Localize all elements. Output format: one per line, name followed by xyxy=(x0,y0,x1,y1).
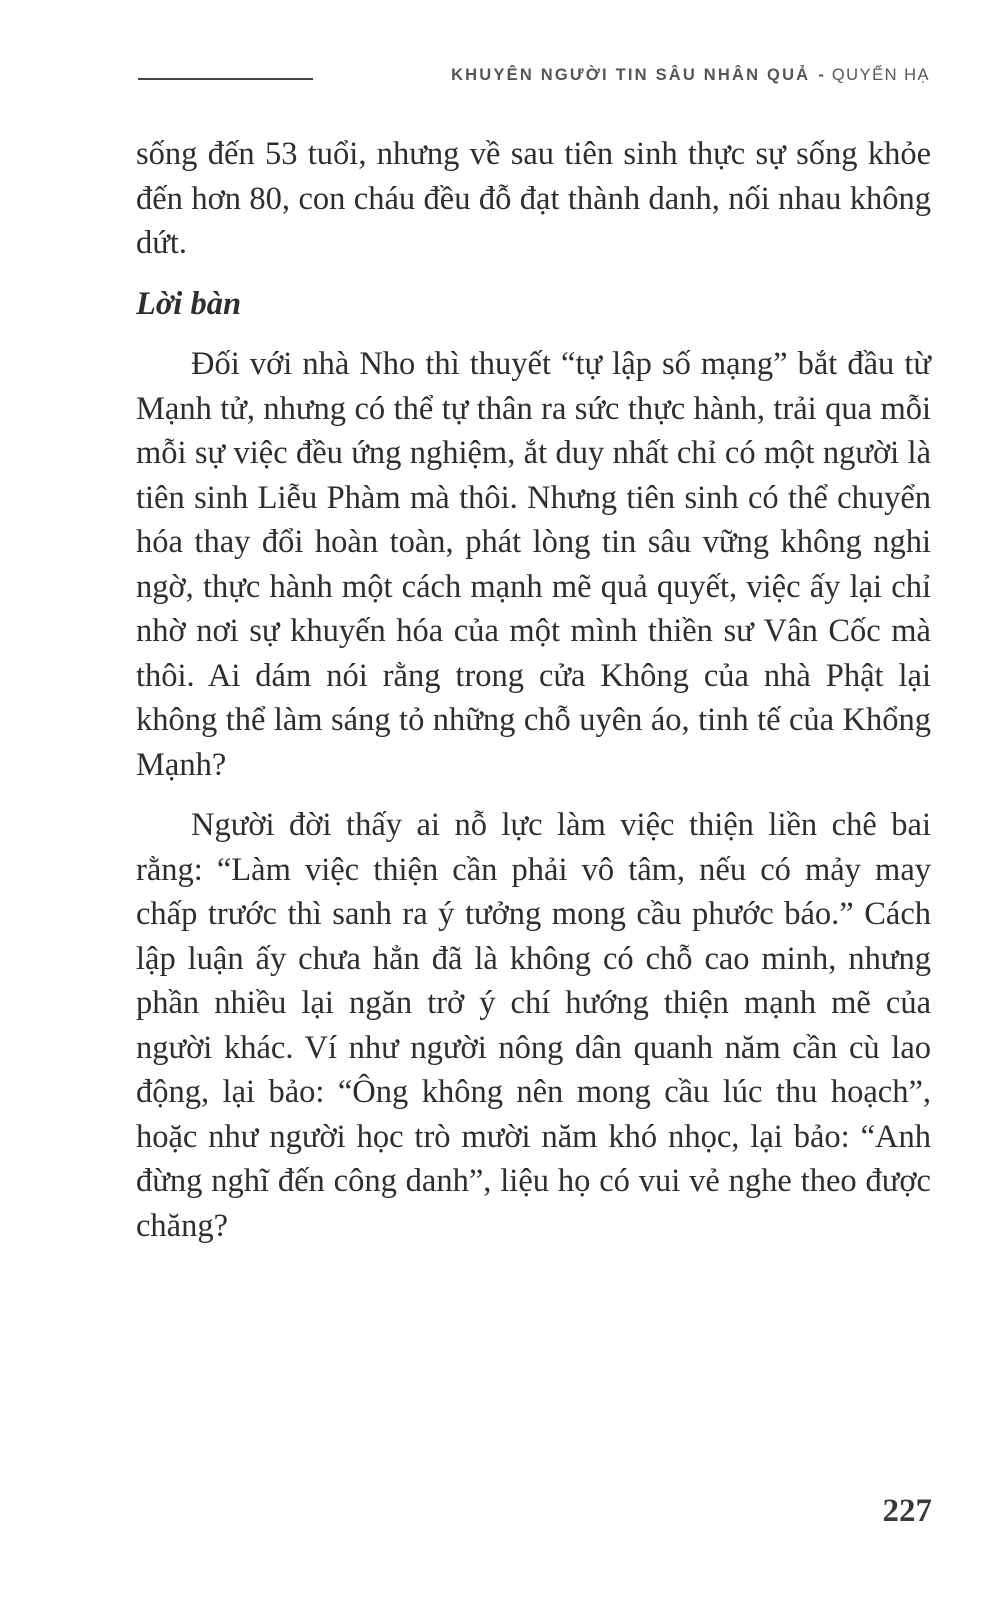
section-heading: Lời bàn xyxy=(136,285,242,322)
volume-label: QUYỂN HẠ xyxy=(831,65,930,84)
book-title: KHUYÊN NGƯỜI TIN SÂU NHÂN QUẢ xyxy=(451,65,811,84)
page-body xyxy=(136,132,931,1248)
paragraph-2: Người đời thấy ai nỗ lực làm việc thiện liền chê bai rằng: “Làm việc thiện cần phải vô tâm, nếu có mảy may chấp trước thì sanh ra ý tưởng mong cầu phước báo.” Cách lập luận ấy chưa hẳn đã là không có chỗ cao minh, nhưng phần nhiều lại ngăn trở ý chí hướng thiện mạnh mẽ của người khác. Ví như người nông dân quanh năm cần cù lao động, lại bảo: “Ông không nên mong cầu lúc thu hoạch”, hoặc như người học trò mười năm khó nhọc, lại bảo: “Anh đừng nghĩ đến công danh”, liệu họ có vui vẻ nghe theo được chăng? xyxy=(136,807,931,1244)
running-header xyxy=(138,60,930,90)
header-separator: - xyxy=(818,65,824,84)
header-rule xyxy=(138,78,313,80)
paragraph-1: Đối với nhà Nho thì thuyết “tự lập số mạng” bắt đầu từ Mạnh tử, nhưng có thể tự thân ra sức thực hành, trải qua mỗi mỗi sự việc đều ứng nghiệm, ắt duy nhất chỉ có một người là tiên sinh Liễu Phàm mà thôi. Nhưng tiên sinh có thể chuyển hóa thay đổi hoàn toàn, phát lòng tin sâu vững không nghi ngờ, thực hành một cách mạnh mẽ quả quyết, việc ấy lại chỉ nhờ nơi sự khuyến hóa của một mình thiền sư Vân Cốc mà thôi. Ai dám nói rằng trong cửa Không của nhà Phật lại không thể làm sáng tỏ những chỗ uyên áo, tinh tế của Khổng Mạnh? xyxy=(136,346,931,783)
page-number: 227 xyxy=(882,1493,932,1529)
continued-paragraph: sống đến 53 tuổi, nhưng về sau tiên sinh thực sự sống khỏe đến hơn 80, con cháu đều đỗ đạt thành danh, nối nhau không dứt. xyxy=(136,136,931,261)
